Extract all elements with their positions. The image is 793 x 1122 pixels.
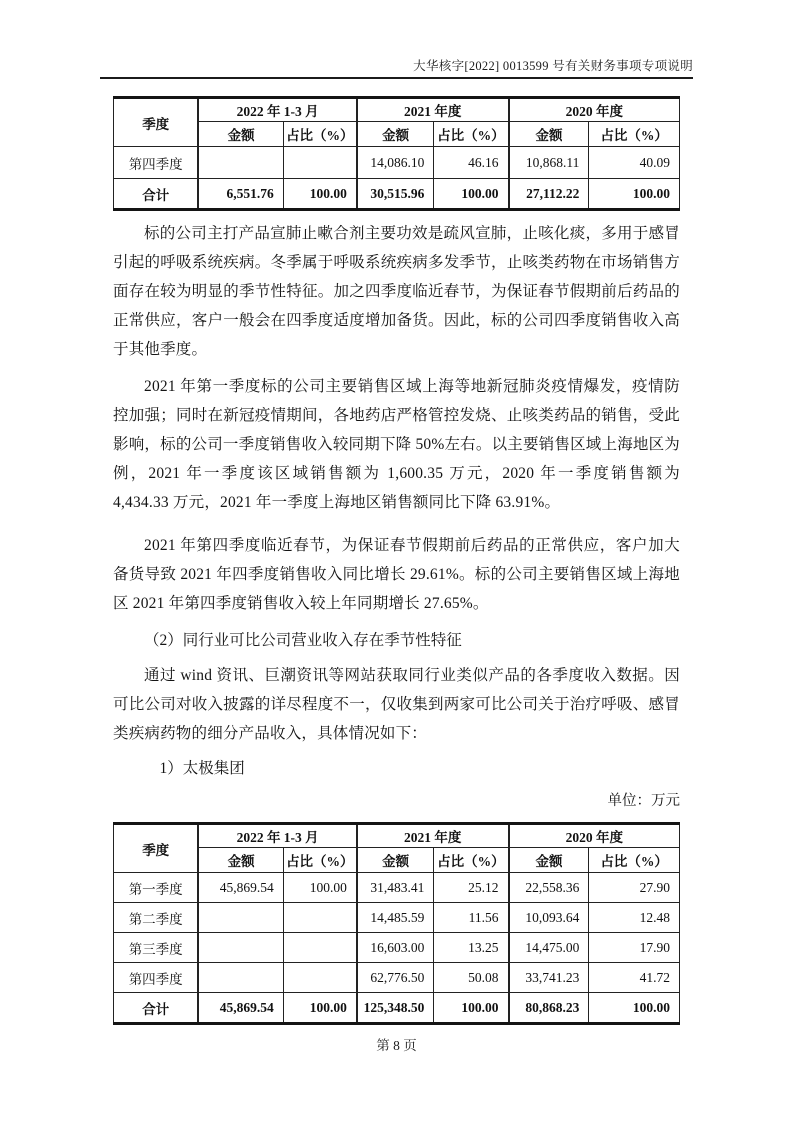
cell-amount-2022: 6,551.76: [198, 179, 283, 210]
cell-ratio-2020: 40.09: [589, 147, 680, 179]
cell-amount-2021: 30,515.96: [357, 179, 434, 210]
col-header-amount-2021: 金额: [357, 848, 434, 873]
cell-ratio-2020: 12.48: [589, 903, 680, 933]
row-label: 第二季度: [114, 903, 199, 933]
col-header-ratio-2020: 占比（%）: [589, 848, 680, 873]
unit-label: 单位：万元: [607, 793, 680, 809]
doc-header: [100, 0, 693, 79]
col-header-period-2021: 2021 年度: [357, 824, 509, 848]
cell-ratio-2020: 100.00: [589, 993, 680, 1024]
paragraph-2021q1-covid-impact: 2021 年第一季度标的公司主要销售区域上海等地新冠肺炎疫情爆发，疫情防控加强；同时在新冠疫情期间，各地药店严格管控发烧、止咳类药品的销售，受此影响，标的公司一季度销售收入较同期下降 50%左右。以主要销售区域上海地区为例，2021 年一季度该区域销售额为 1,600.35 万元，2020 年一季度销售额为 4,434.33 万元，2021 年一季度上海地区销售额同比下降 63.91%。: [113, 378, 680, 511]
cell-ratio-2020: 17.90: [589, 933, 680, 963]
cell-amount-2022: [198, 933, 283, 963]
cell-amount-2021: 14,086.10: [357, 147, 434, 179]
cell-ratio-2020: 27.90: [589, 873, 680, 903]
col-header-period-2022: 2022 年 1-3 月: [198, 98, 356, 122]
paragraph-product-seasonality: 标的公司主打产品宣肺止嗽合剂主要功效是疏风宣肺，止咳化痰，多用于感冒引起的呼吸系统疾病。冬季属于呼吸系统疾病多发季节，止咳类药物在市场销售方面存在较为明显的季节性特征。加之四季度临近春节，为保证春节假期前后药品的正常供应，客户一般会在四季度适度增加备货。因此，标的公司四季度销售收入高于其他季度。: [113, 225, 680, 358]
col-header-ratio-2021: 占比（%）: [434, 848, 509, 873]
cell-ratio-2022: [283, 963, 357, 993]
page-content: [113, 96, 680, 1057]
table-taiji-quarterly-revenue: [113, 822, 680, 1025]
cell-amount-2022: [198, 903, 283, 933]
cell-amount-2022: [198, 147, 283, 179]
col-header-ratio-2020: 占比（%）: [589, 122, 680, 147]
cell-ratio-2022: [283, 147, 357, 179]
cell-ratio-2021: 100.00: [434, 179, 509, 210]
cell-ratio-2021: 46.16: [434, 147, 509, 179]
table-row-total: [114, 179, 680, 210]
cell-ratio-2021: 100.00: [434, 993, 509, 1024]
col-header-period-2020: 2020 年度: [509, 824, 680, 848]
row-label: 合计: [114, 179, 199, 210]
col-header-quarter: 季度: [114, 98, 199, 147]
doc-header-title: 大华核字[2022] 0013599 号有关财务事项专项说明: [413, 59, 693, 73]
cell-ratio-2021: 11.56: [434, 903, 509, 933]
cell-amount-2021: 16,603.00: [357, 933, 434, 963]
row-label: 合计: [114, 993, 199, 1024]
cell-amount-2020: 10,093.64: [509, 903, 589, 933]
row-label: 第四季度: [114, 963, 199, 993]
col-header-ratio-2021: 占比（%）: [434, 122, 509, 147]
cell-amount-2020: 33,741.23: [509, 963, 589, 993]
cell-amount-2021: 14,485.59: [357, 903, 434, 933]
col-header-amount-2022: 金额: [198, 848, 283, 873]
paragraph-2021q4-growth: 2021 年第四季度临近春节，为保证春节假期前后药品的正常供应，客户加大备货导致 2021 年四季度销售收入同比增长 29.61%。标的公司主要销售区域上海地区 2021 年第四季度销售收入较上年同期增长 27.65%。: [113, 537, 680, 612]
cell-amount-2021: 31,483.41: [357, 873, 434, 903]
table-row-q1: [114, 873, 680, 903]
cell-amount-2020: 80,868.23: [509, 993, 589, 1024]
col-header-amount-2020: 金额: [509, 848, 589, 873]
col-header-period-2022: 2022 年 1-3 月: [198, 824, 356, 848]
cell-ratio-2021: 25.12: [434, 873, 509, 903]
table-row-q4: [114, 147, 680, 179]
paragraph-data-sources: 通过 wind 资讯、巨潮资讯等网站获取同行业类似产品的各季度收入数据。因可比公司对收入披露的详尽程度不一，仅收集到两家可比公司关于治疗呼吸、感冒类疾病药物的细分产品收入，具体情况如下：: [113, 667, 680, 742]
cell-amount-2021: 125,348.50: [357, 993, 434, 1024]
table-revenue-quarterly-summary: [113, 96, 680, 211]
cell-amount-2022: 45,869.54: [198, 873, 283, 903]
cell-ratio-2021: 50.08: [434, 963, 509, 993]
cell-ratio-2020: 41.72: [589, 963, 680, 993]
cell-ratio-2022: 100.00: [283, 179, 357, 210]
col-header-amount-2022: 金额: [198, 122, 283, 147]
row-label: 第一季度: [114, 873, 199, 903]
cell-amount-2020: 22,558.36: [509, 873, 589, 903]
table-row-q2: [114, 903, 680, 933]
cell-amount-2022: 45,869.54: [198, 993, 283, 1024]
col-header-amount-2021: 金额: [357, 122, 434, 147]
row-label: 第三季度: [114, 933, 199, 963]
cell-amount-2020: 27,112.22: [509, 179, 589, 210]
cell-ratio-2022: [283, 933, 357, 963]
table-row-total: [114, 993, 680, 1024]
table-row-q3: [114, 933, 680, 963]
list-item-taiji-group: 1）太极集团: [159, 760, 245, 777]
cell-ratio-2022: 100.00: [283, 993, 357, 1024]
table-row-q4: [114, 963, 680, 993]
cell-ratio-2021: 13.25: [434, 933, 509, 963]
cell-amount-2020: 10,868.11: [509, 147, 589, 179]
col-header-ratio-2022: 占比（%）: [283, 848, 357, 873]
col-header-amount-2020: 金额: [509, 122, 589, 147]
col-header-period-2021: 2021 年度: [357, 98, 509, 122]
cell-amount-2022: [198, 963, 283, 993]
col-header-quarter: 季度: [114, 824, 199, 873]
col-header-period-2020: 2020 年度: [509, 98, 680, 122]
cell-ratio-2022: 100.00: [283, 873, 357, 903]
page-number: 第 8 页: [376, 1038, 417, 1053]
cell-amount-2020: 14,475.00: [509, 933, 589, 963]
cell-ratio-2020: 100.00: [589, 179, 680, 210]
col-header-ratio-2022: 占比（%）: [283, 122, 357, 147]
row-label: 第四季度: [114, 147, 199, 179]
sub-heading-comparable-companies: （2）同行业可比公司营业收入存在季节性特征: [144, 632, 462, 649]
cell-ratio-2022: [283, 903, 357, 933]
cell-amount-2021: 62,776.50: [357, 963, 434, 993]
